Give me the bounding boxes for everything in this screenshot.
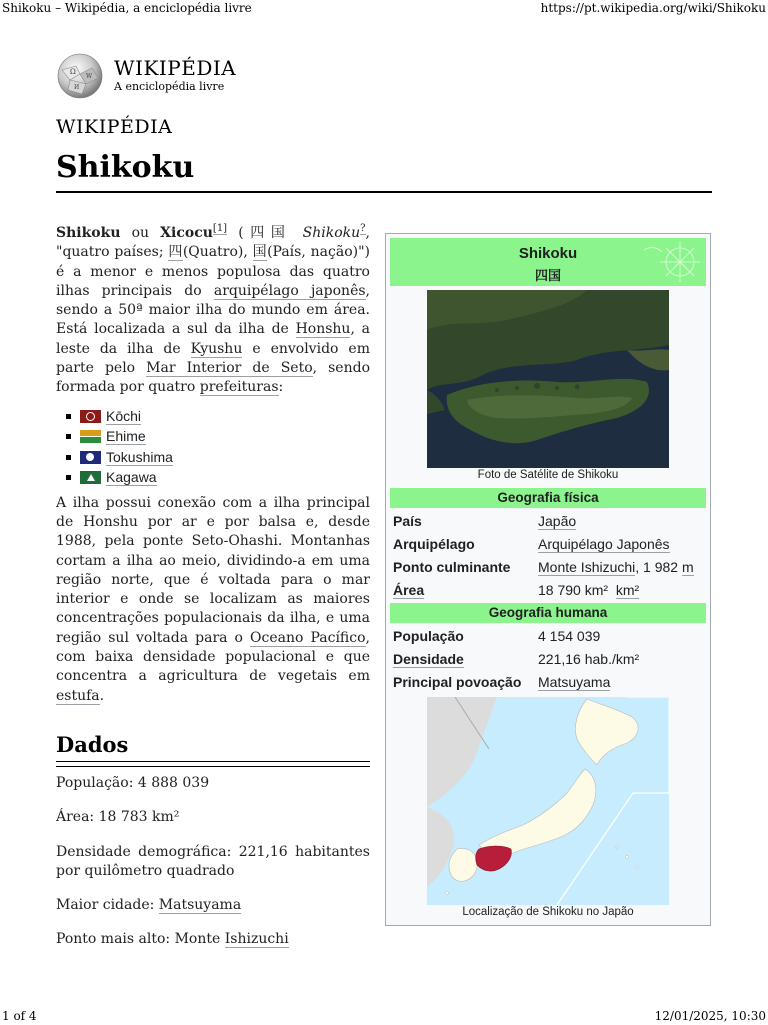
page-title: Shikoku [56,150,195,185]
link-kochi[interactable]: Kōchi [106,407,142,424]
puzzle-globe-icon [56,52,104,100]
infobox [385,233,711,926]
label-pais: País [393,513,422,529]
link-km2[interactable]: km² [615,582,640,598]
densidade-value: 221,16 hab./km² [538,651,640,667]
wordmark: WIKIPÉDIA [114,56,237,80]
section-title-dados: Dados [56,732,129,757]
svg-text:И: И [74,84,80,91]
text: ou [131,225,150,241]
text: , a leste da ilha de [56,321,370,357]
section-divider [56,761,370,767]
row-populacao [393,626,703,646]
link-kagawa[interactable]: Kagawa [106,469,157,486]
print-page-title: Shikoku – Wikipédia, a enciclopédia livre [2,1,252,15]
print-header [0,1,768,17]
link-area[interactable]: Área [393,582,425,598]
link-matsuyama-infobox[interactable]: Matsuyama [538,674,611,690]
text: , sendo formada por quatro [56,360,371,396]
link-honshu[interactable]: Honshu [295,321,351,338]
link-arquipelago-japones[interactable]: Arquipélago Japonês [538,536,670,552]
text: Ponto mais alto: Monte [56,931,225,948]
row-area [393,580,703,600]
text: , "quatro países; [56,225,370,261]
text: Maior cidade: [56,897,159,914]
dados-maior-cidade [56,896,370,915]
kochi-flag-icon [80,410,101,423]
dados-section [56,774,370,965]
text: , com baixa densidade populacional e que concentra a agricultura de vegetais em [56,629,370,685]
row-densidade [393,649,703,669]
text: , 1 982 [635,559,682,575]
title-divider [56,191,712,193]
link-oceano-pacifico[interactable]: Oceano Pacífico [250,629,366,646]
link-japao[interactable]: Japão [538,513,577,529]
wordmark-plain: WIKIPÉDIA [56,116,173,138]
row-pais [393,511,703,531]
label-arquipelago: Arquipélago [393,536,475,552]
location-map[interactable] [427,697,669,905]
row-principal-povoacao [393,672,703,692]
label-populacao: População [393,628,464,644]
term-shikoku: Shikoku [56,225,121,241]
text: . [99,687,105,704]
band-geografia-humana: Geografia humana [390,603,706,623]
text: (País, nação)") é a menor e menos populosa das quatro ilhas principais do [56,244,370,299]
dados-populacao: População: 4 888 039 [56,775,210,791]
infobox-title-kanji: 四国 [534,268,561,283]
help-link[interactable]: ? [360,223,366,235]
list-item [66,447,370,468]
link-ishizuchi[interactable]: Ishizuchi [224,931,289,948]
satellite-caption: Foto de Satélite de Shikoku [477,469,619,481]
link-kyushu[interactable]: Kyushu [190,340,243,357]
romaji: Shikoku [302,225,361,241]
print-url: https://pt.wikipedia.org/wiki/Shikoku [540,1,766,15]
intro-paragraph [56,224,370,398]
print-datetime: 12/01/2025, 10:30 [654,1009,766,1023]
list-item [66,467,370,488]
reference-link[interactable]: [1] [212,223,228,235]
link-tokushima[interactable]: Tokushima [106,448,173,465]
kanji-link-country[interactable]: 国 [252,244,268,261]
text: , sendo a 50ª maior ilha do mundo em área. Está localizada a sul da ilha de [56,282,370,338]
link-densidade[interactable]: Densidade [393,651,464,667]
svg-text:Ω: Ω [70,68,76,76]
label-principal-povoacao: Principal povoação [393,674,522,690]
text: A ilha possui conexão com a ilha principal de Honshu por ar e por balsa e, desde 1988, pela ponte Seto-Ohashi. Montanhas cortam a ilha ao meio, dividindo-a em uma região norte, que é voltada para o mar interior e onde se localizam as maiores concentrações populacionais da ilha, e uma região sul voltada para o [56,494,370,646]
infobox-header [390,238,706,286]
populacao-value: 4 154 039 [538,628,601,644]
ehime-flag-icon [80,430,101,443]
infobox-title: Shikoku [518,245,578,262]
band-geografia-fisica: Geografia física [390,488,706,508]
list-item [66,406,370,427]
link-prefeituras[interactable]: prefeituras [199,379,279,396]
text: e envolvido em parte pelo [56,340,370,377]
link-monte-ishizuchi[interactable]: Monte Ishizuchi [538,559,636,575]
print-page-number: 1 of 4 [2,1009,37,1023]
article-body [56,224,370,714]
link-ehime[interactable]: Ehime [106,428,146,445]
list-item [66,426,370,447]
label-ponto-culminante: Ponto culminante [393,559,511,575]
row-ponto-culminante [393,557,703,577]
tagline: A enciclopédia livre [114,80,225,93]
tokushima-flag-icon [80,451,101,464]
link-arquipelago[interactable]: arquipélago japonês [213,282,366,299]
print-footer [0,1009,768,1025]
area-value: 18 790 km² [538,582,609,598]
dados-area: Área: 18 783 km² [56,809,180,826]
text: (Quatro), [182,244,253,261]
row-arquipelago [393,534,703,554]
link-mar-interior[interactable]: Mar Interior de Seto [146,360,313,377]
dados-ponto-alto [56,930,370,949]
text: (四国 [238,225,292,241]
svg-text:W: W [86,73,93,80]
link-estufa[interactable]: estufa [56,687,100,704]
kagawa-flag-icon [80,471,101,484]
satellite-photo[interactable] [427,290,669,468]
text: : [278,379,284,396]
prefecture-list [66,406,370,488]
wikipedia-logo[interactable] [56,52,276,102]
connection-paragraph [56,494,370,706]
link-matsuyama[interactable]: Matsuyama [158,897,242,914]
link-metro[interactable]: m [681,559,694,575]
dados-densidade: Densidade demográfica: 221,16 habitantes por quilômetro quadrado [56,843,370,879]
term-xicocu: Xicocu [160,225,213,241]
map-caption: Localização de Shikoku no Japão [462,906,634,918]
kanji-link-four[interactable]: 四 [168,244,183,261]
